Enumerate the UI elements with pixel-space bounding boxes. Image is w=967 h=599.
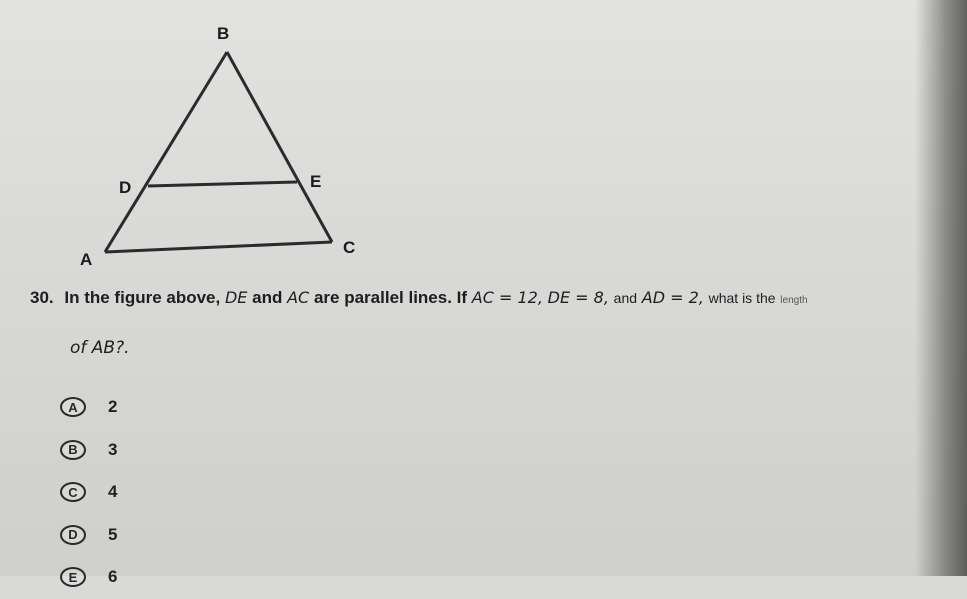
segment-ac-label: AC	[287, 288, 310, 307]
segment-de	[148, 182, 297, 186]
choice-e-value: 6	[108, 567, 118, 587]
segment-de-label: DE	[224, 288, 248, 307]
triangle-diagram	[60, 10, 380, 275]
vertex-label-c: C	[343, 238, 356, 257]
choice-a-value: 2	[108, 397, 118, 417]
question-line2: of AB?.	[70, 338, 130, 358]
question-number: 30.	[30, 288, 54, 307]
choice-b[interactable]	[60, 429, 117, 472]
choice-d[interactable]	[60, 514, 117, 557]
choice-d-value: 5	[108, 524, 118, 544]
answer-choices	[60, 386, 117, 599]
question-tail: what is the	[708, 290, 776, 306]
vertex-label-a: A	[80, 250, 93, 269]
vertex-label-e: E	[310, 172, 322, 191]
vertex-label-d: D	[119, 178, 132, 197]
question-part2: are parallel lines. If	[313, 288, 468, 307]
side-bc	[227, 52, 332, 242]
equation-de: DE = 8,	[547, 288, 609, 307]
question-and2: and	[613, 290, 638, 306]
choice-a-bubble[interactable]: A	[60, 397, 86, 417]
equation-ad: AD = 2,	[641, 288, 704, 307]
choice-c-bubble[interactable]: C	[60, 482, 86, 502]
question-tail-faded: length	[780, 295, 808, 306]
choice-b-bubble[interactable]: B	[60, 440, 86, 460]
segment-ac	[105, 242, 332, 252]
question-text	[30, 284, 930, 315]
choice-c[interactable]	[60, 471, 117, 514]
choice-c-value: 4	[108, 482, 118, 502]
triangle-figure	[60, 10, 380, 275]
vertex-label-b: B	[217, 24, 230, 43]
equation-ac: AC = 12,	[471, 288, 543, 307]
choice-d-bubble[interactable]: D	[60, 525, 86, 545]
side-ab	[105, 52, 227, 252]
choice-e[interactable]	[60, 556, 117, 599]
choice-b-value: 3	[108, 439, 118, 459]
question-part1: In the figure above,	[64, 288, 221, 307]
choice-a[interactable]	[60, 386, 117, 429]
choice-e-bubble[interactable]: E	[60, 567, 86, 587]
question-and: and	[252, 288, 283, 307]
